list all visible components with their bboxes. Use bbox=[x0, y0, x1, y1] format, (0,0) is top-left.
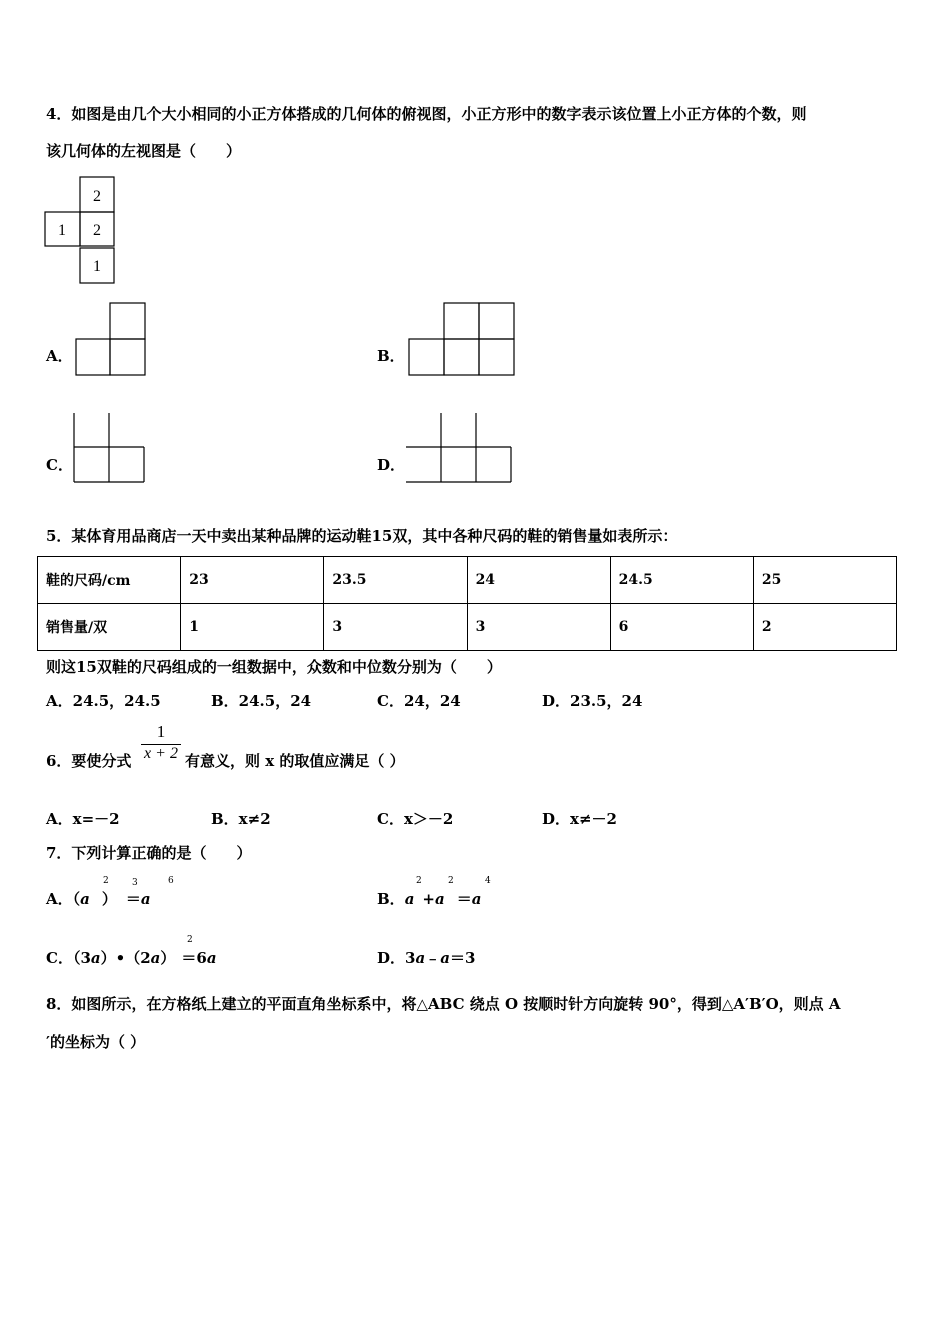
minus: ﹣ bbox=[425, 949, 441, 967]
q4-option-b-figure bbox=[408, 302, 518, 377]
table-cell: 3 bbox=[467, 604, 610, 651]
q4-option-d-figure bbox=[404, 411, 516, 486]
var-a: a bbox=[80, 890, 90, 908]
q4-option-a-figure bbox=[74, 302, 148, 377]
table-cell: 销售量/双 bbox=[38, 604, 181, 651]
var-a: a bbox=[206, 949, 217, 967]
top-view-number: 2 bbox=[93, 188, 101, 205]
q6-option-c: C．x＞－2 bbox=[377, 810, 454, 828]
exponent: 2 bbox=[448, 876, 454, 886]
q7-option-a bbox=[46, 888, 151, 909]
table-cell: 鞋的尺码/cm bbox=[38, 557, 181, 604]
q7-option-b bbox=[377, 888, 481, 909]
table-cell: 2 bbox=[753, 604, 896, 651]
q4-option-a-label: A． bbox=[46, 347, 73, 365]
equals: ＝3 bbox=[449, 949, 476, 967]
exponent: 2 bbox=[103, 876, 109, 886]
option-label: C．（3 bbox=[46, 949, 91, 967]
fraction-numerator: 1 bbox=[156, 722, 166, 741]
fraction-denominator: x + 2 bbox=[144, 745, 178, 762]
q8-stem-line1: 8．如图所示，在方格纸上建立的平面直角坐标系中，将△ABC 绕点 O 按顺时针方向旋转 90°，得到△A′B′O，则点 A bbox=[46, 995, 841, 1013]
exponent: 2 bbox=[187, 935, 193, 945]
table-cell: 23.5 bbox=[324, 557, 467, 604]
top-view-number: 1 bbox=[58, 222, 66, 239]
option-label: D．3 bbox=[377, 949, 416, 967]
q4-option-c-figure bbox=[72, 411, 148, 486]
q4-stem-line1: 4．如图是由几个大小相同的小正方体搭成的几何体的俯视图，小正方形中的数字表示该位置上小正方体的个数，则 bbox=[46, 105, 807, 123]
q6-stem-suffix: 有意义，则 x 的取值应满足（ ） bbox=[185, 752, 405, 770]
exponent: 4 bbox=[485, 876, 491, 886]
q5-option-b: B．24.5，24 bbox=[211, 692, 312, 710]
top-view-number: 2 bbox=[93, 222, 101, 239]
q6-stem-prefix: 6．要使分式 bbox=[46, 752, 132, 770]
table-cell: 6 bbox=[610, 604, 753, 651]
q5-sales-table bbox=[37, 556, 897, 651]
q6-option-d: D．x≠－2 bbox=[542, 810, 617, 828]
q7-option-c bbox=[46, 947, 217, 968]
table-cell: 1 bbox=[181, 604, 324, 651]
q5-question: 则这15双鞋的尺码组成的一组数据中，众数和中位数分别为（ ） bbox=[46, 658, 502, 676]
exponent: 2 bbox=[416, 876, 422, 886]
table-cell: 3 bbox=[324, 604, 467, 651]
q5-option-d: D．23.5，24 bbox=[542, 692, 643, 710]
exponent: 6 bbox=[168, 876, 174, 886]
table-row bbox=[38, 557, 897, 604]
mid-text: ）•（2 bbox=[100, 949, 151, 967]
var-a: a bbox=[440, 949, 450, 967]
var-a: a bbox=[471, 890, 482, 908]
var-a: a bbox=[90, 949, 101, 967]
table-cell: 24 bbox=[467, 557, 610, 604]
var-a: a bbox=[415, 949, 426, 967]
var-a: a bbox=[435, 890, 445, 908]
q6-fraction bbox=[140, 722, 182, 763]
q4-stem-line2: 该几何体的左视图是（ ） bbox=[46, 142, 242, 160]
exponent: 3 bbox=[132, 878, 138, 888]
var-a: a bbox=[150, 949, 161, 967]
q4-option-b-label: B． bbox=[377, 347, 405, 365]
close-paren: ） bbox=[160, 949, 176, 967]
table-cell: 23 bbox=[181, 557, 324, 604]
option-label: A．（ bbox=[46, 890, 81, 908]
table-cell: 24.5 bbox=[610, 557, 753, 604]
q7-option-d bbox=[377, 947, 475, 968]
q4-option-c-label: C． bbox=[46, 456, 73, 474]
q6-option-b: B．x≠2 bbox=[211, 810, 271, 828]
q8-stem-line2: ′的坐标为（ ） bbox=[46, 1033, 146, 1051]
plus: + bbox=[422, 890, 435, 908]
equals: ＝ bbox=[456, 890, 472, 908]
q6-option-a: A．x=－2 bbox=[46, 810, 120, 828]
q4-top-view-figure bbox=[44, 176, 118, 284]
close-paren: ） bbox=[101, 890, 117, 908]
var-a: a bbox=[404, 890, 415, 908]
equals: ＝6 bbox=[181, 949, 207, 967]
equals: ＝ bbox=[125, 890, 141, 908]
top-view-number: 1 bbox=[93, 258, 101, 275]
table-row bbox=[38, 604, 897, 651]
q5-option-c: C．24，24 bbox=[377, 692, 461, 710]
option-label: B． bbox=[377, 890, 405, 908]
q5-stem: 5．某体育用品商店一天中卖出某种品牌的运动鞋15双，其中各种尺码的鞋的销售量如表所示： bbox=[46, 527, 678, 545]
q4-option-d-label: D． bbox=[377, 456, 406, 474]
var-a: a bbox=[140, 890, 151, 908]
table-cell: 25 bbox=[753, 557, 896, 604]
q5-option-a: A．24.5，24.5 bbox=[46, 692, 161, 710]
q7-stem: 7．下列计算正确的是（ ） bbox=[46, 844, 252, 862]
